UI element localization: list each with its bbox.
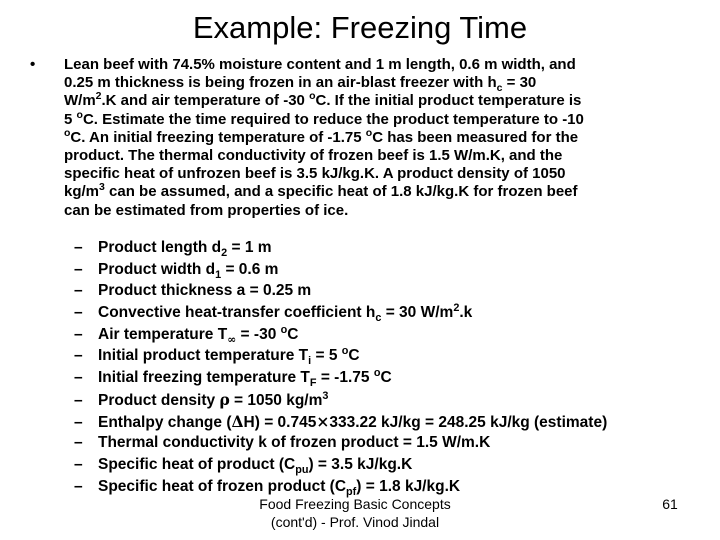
list-item: – Product thickness a = 0.25 m xyxy=(74,280,607,302)
dash-marker: – xyxy=(74,391,83,409)
list-item: – Specific heat of frozen product $(C_{pf}) = 1.8$ kJ/kg.K xyxy=(74,477,461,498)
list-item: – Enthalpy change (ΔH) = 0.745×333.22 kJ/kg = 248.25 kJ/kg (estimate) xyxy=(74,411,607,433)
dash-marker: – xyxy=(74,434,83,452)
paragraph-line: product. The thermal conductivity of frozen beef is 1.5 W/m.K, and the xyxy=(64,147,563,165)
paragraph-line: Lean beef with 74.5% moisture content and 1 m length, 0.6 m width, and xyxy=(64,56,576,73)
dash-marker: – xyxy=(74,325,83,343)
dash-marker: – xyxy=(74,369,83,387)
slide-footer xyxy=(240,495,470,531)
slide-title: Example: Freezing Time xyxy=(192,10,528,45)
list-item: – Thermal conductivity k of frozen product = 1.5 W/m.K xyxy=(74,432,607,454)
list-item: – Product density ρ = 1050 $kg/m^3$ xyxy=(74,389,607,411)
dash-marker: – xyxy=(74,282,83,300)
given-values-list xyxy=(74,237,607,497)
dash-marker: – xyxy=(74,239,83,256)
footer-line: (cont'd) - Prof. Vinod Jindal xyxy=(270,514,440,530)
list-item: – Air temperature $T_\infty = -30$ $^o$C xyxy=(74,323,299,346)
list-item: – Product length $d_2 = 1$ m xyxy=(74,239,272,260)
footer-line: Food Freezing Basic Concepts xyxy=(259,496,451,512)
paragraph-line: 5 $^o$C. Estimate the time required to reduce the product temperature to -10 xyxy=(64,108,584,128)
paragraph-line: $^o$C. An initial freezing temperature of -1.75 $^o$C has been measured for the xyxy=(64,126,579,146)
list-item: – Product width $d_1 = 0.6$ m xyxy=(74,260,279,281)
dash-marker: – xyxy=(74,347,83,365)
paragraph-line: $W/m^2.K$ and air temperature of -30 $^o$C. If the initial product temperature is xyxy=(64,90,582,110)
dash-marker: – xyxy=(74,260,83,278)
dash-marker: – xyxy=(74,455,83,473)
dash-marker: – xyxy=(74,304,83,322)
paragraph-line: 0.25 m thickness is being frozen in an air-blast freezer with $h_c = 30$ xyxy=(64,74,537,95)
dash-marker: – xyxy=(74,413,83,431)
problem-statement xyxy=(64,56,694,220)
list-item: – Convective heat-transfer coefficient $h_c = 30$ $W/m^2.k$ xyxy=(74,301,473,325)
list-item: – Initial product temperature $T_i = 5$ $^o$C xyxy=(74,345,360,368)
list-item: – Specific heat of product $(C_{pu}) = 3.5$ kJ/kg.K xyxy=(74,455,413,476)
list-item: – Initial freezing temperature $T_F = -1.75$ $^o$C xyxy=(74,366,392,390)
paragraph-line: specific heat of unfrozen beef is 3.5 kJ/kg.K. A product density of 1050 xyxy=(64,165,566,183)
dash-marker: – xyxy=(74,477,83,495)
page-number: 61 xyxy=(662,496,678,512)
bullet-marker: • xyxy=(30,56,36,73)
paragraph-line: can be estimated from properties of ice. xyxy=(64,201,349,219)
paragraph-line: $kg/m^3$ can be assumed, and a specific heat of 1.8 kJ/kg.K for frozen beef xyxy=(64,181,578,201)
